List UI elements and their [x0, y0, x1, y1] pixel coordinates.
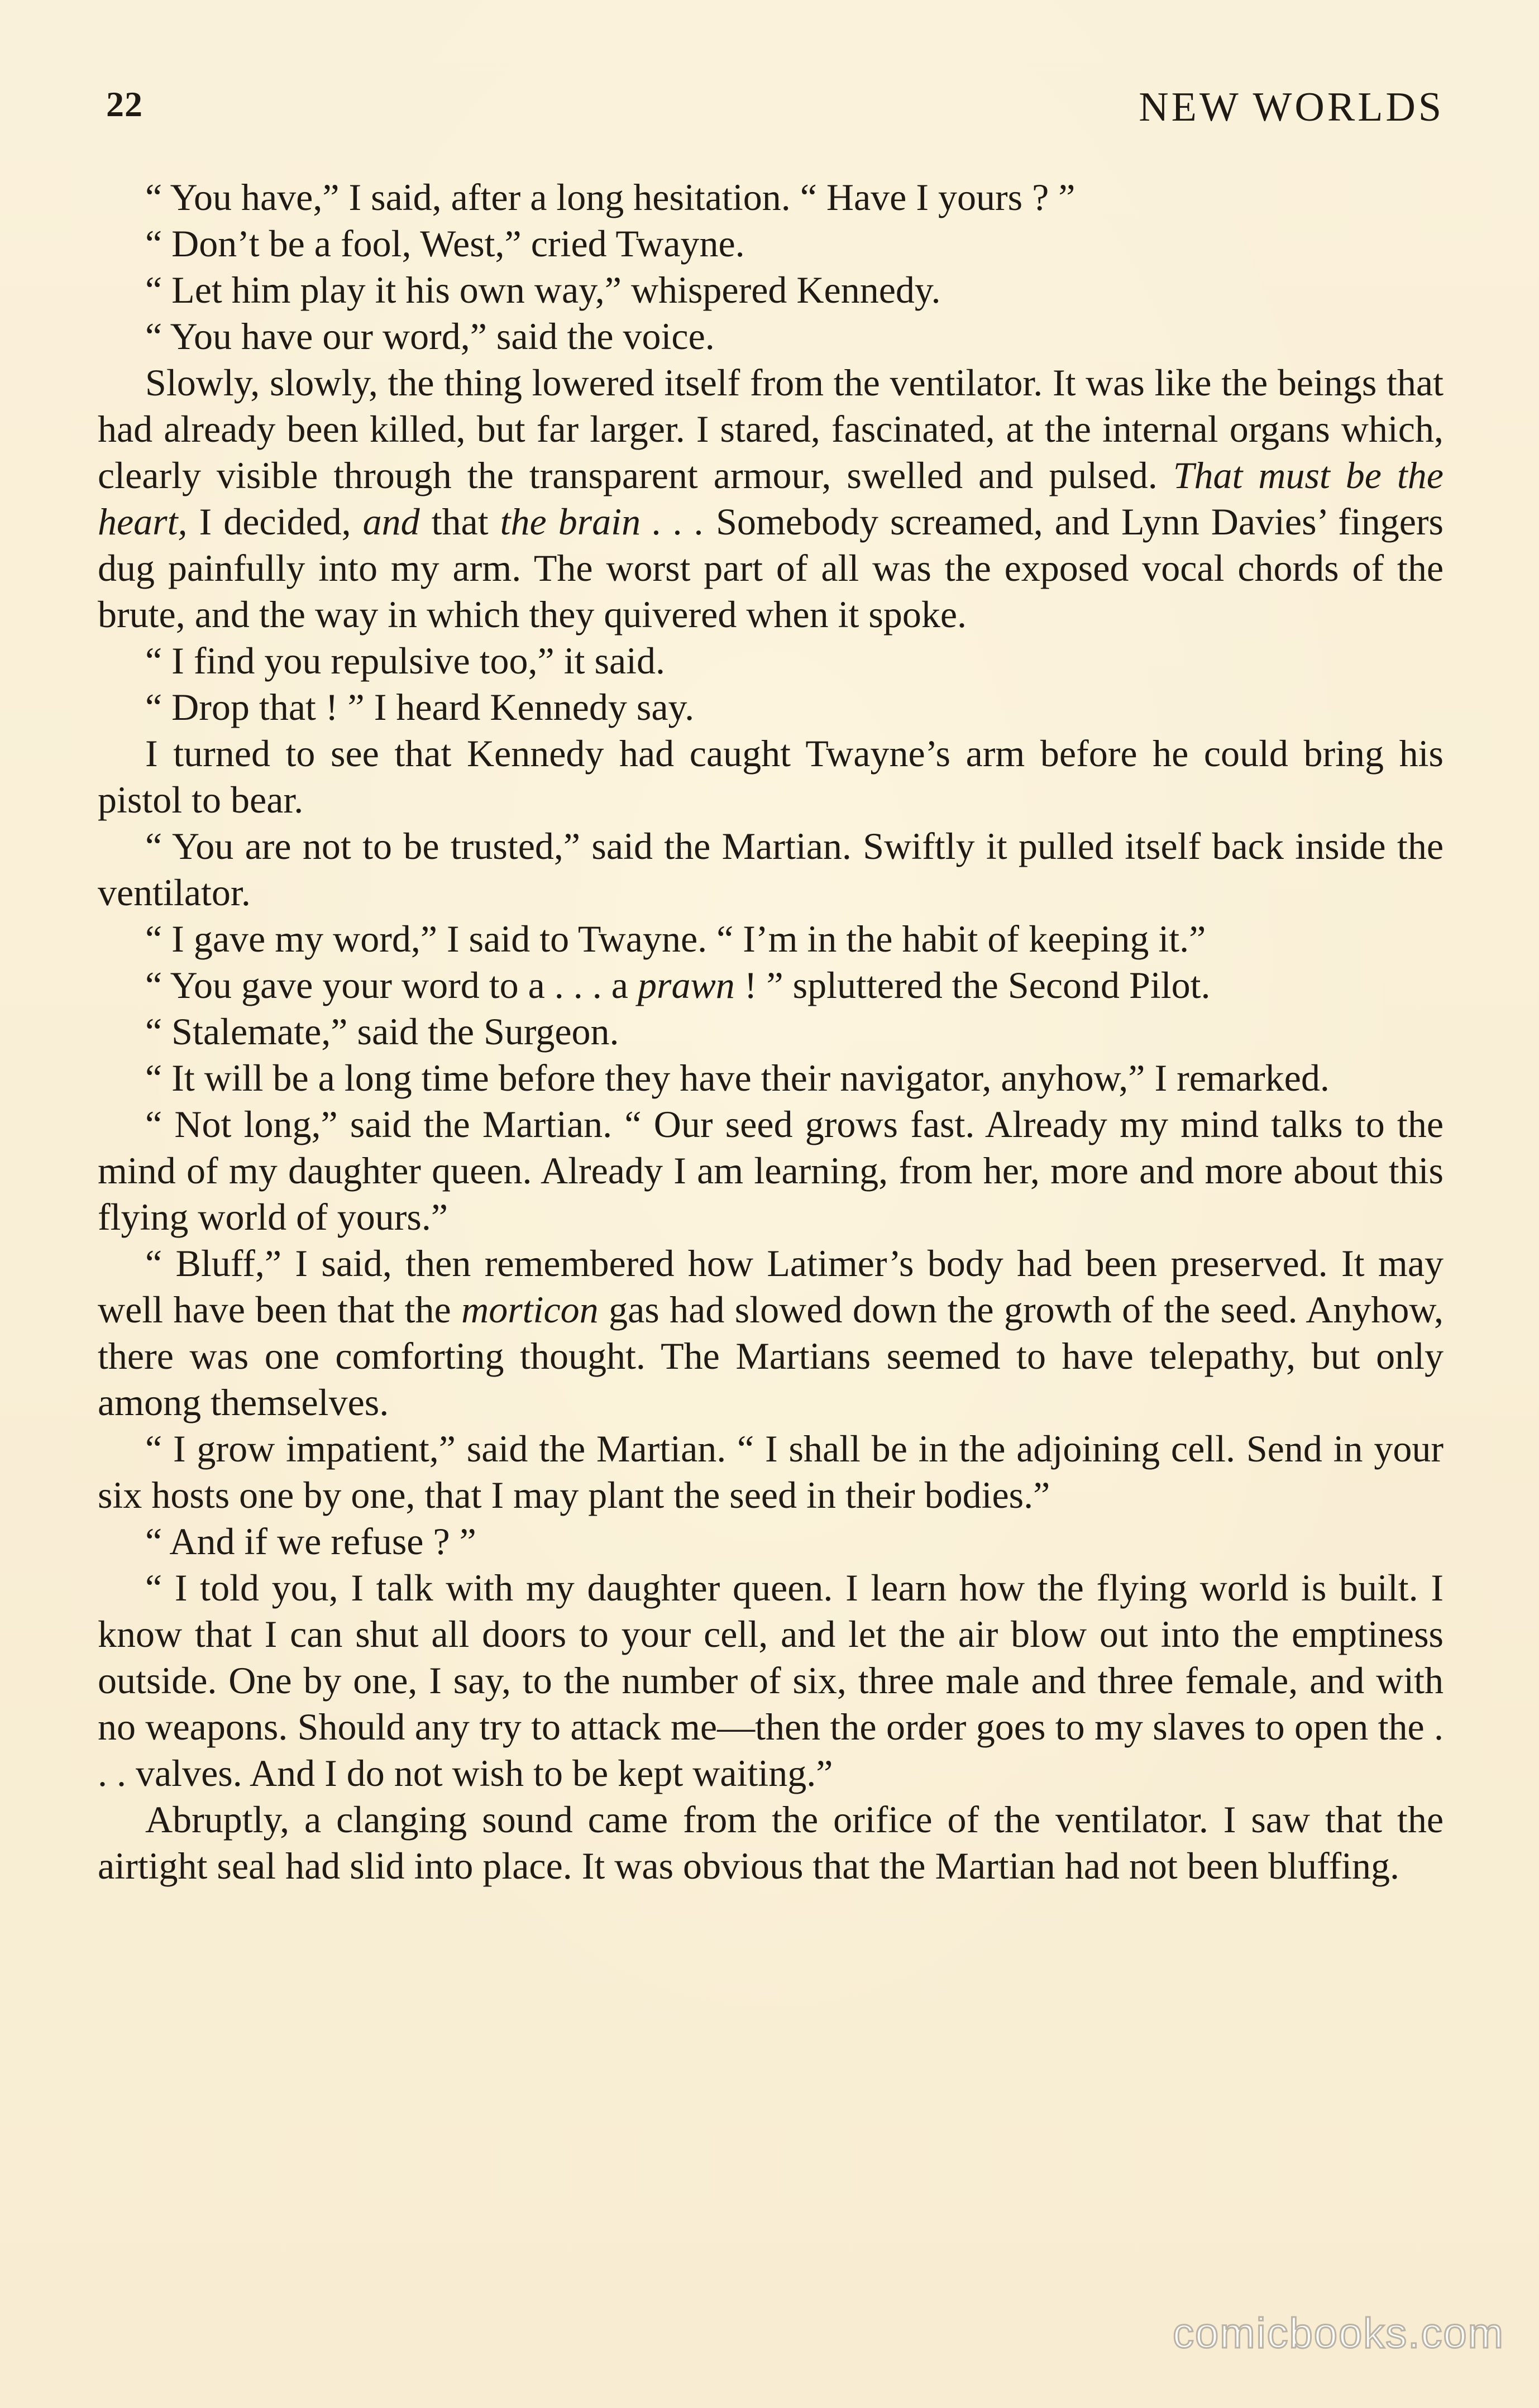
- paragraph: I turned to see that Kennedy had caught Twayne’s arm before he could bring his pistol to bear.: [98, 732, 1444, 821]
- paragraph: Slowly, slowly, the thing lowered itself from the ventilator. It was like the beings that had already been killed, but far larger. I stared, fascinated, at the internal organs which, clearly visible through the transparent armour, swelled and pulsed. That must be the heart, I decided, and that the brain . . . Somebody screamed, and Lynn Davies’ fingers dug painfully into my arm. The worst part of all was the exposed vocal chords of the brute, and the way in which they quivered when it spoke.: [98, 361, 1444, 636]
- page-number: 22: [106, 84, 143, 124]
- paragraph: “ I gave my word,” I said to Twayne. “ I’m in the habit of keeping it.”: [145, 918, 1206, 960]
- paragraph: “ I find you repulsive too,” it said.: [145, 639, 666, 682]
- paragraph: “ You have our word,” said the voice.: [145, 315, 715, 357]
- paragraph: “ You gave your word to a . . . a prawn ! ” spluttered the Second Pilot.: [145, 964, 1211, 1006]
- paragraph: “ You have,” I said, after a long hesitation. “ Have I yours ? ”: [145, 176, 1076, 218]
- running-title: NEW WORLDS: [1139, 84, 1444, 130]
- paragraph: “ It will be a long time before they have their navigator, anyhow,” I remarked.: [145, 1057, 1330, 1099]
- paragraph: “ Not long,” said the Martian. “ Our seed grows fast. Already my mind talks to the mind of my daughter queen. Already I am learning, from her, more and more about this flying world of yours.”: [98, 1103, 1444, 1238]
- paragraph: “ Bluff,” I said, then remembered how Latimer’s body had been preserved. It may well have been that the morticon gas had slowed down the growth of the seed. Anyhow, there was one comforting thought. The Martians seemed to have telepathy, but only among themselves.: [98, 1242, 1444, 1423]
- running-head: [106, 84, 1444, 134]
- paragraph: “ And if we refuse ? ”: [145, 1520, 476, 1563]
- paragraph: “ Drop that ! ” I heard Kennedy say.: [145, 686, 695, 728]
- paragraph: “ Don’t be a fool, West,” cried Twayne.: [145, 222, 745, 265]
- watermark: comicbooks.com: [1173, 2310, 1504, 2357]
- paragraph: “ I grow impatient,” said the Martian. “ I shall be in the adjoining cell. Send in your six hosts one by one, that I may plant the seed in their bodies.”: [98, 1427, 1444, 1516]
- paragraph: “ I told you, I talk with my daughter queen. I learn how the flying world is built. I know that I can shut all doors to your cell, and let the air blow out into the emptiness outside. One by one, I say, to the number of six, three male and three female, and with no weapons. Should any try to attack me—then the order goes to my slaves to open the . . . valves. And I do not wish to be kept waiting.”: [98, 1566, 1444, 1794]
- paragraph: “ Let him play it his own way,” whispered Kennedy.: [145, 269, 941, 311]
- paragraph: “ Stalemate,” said the Surgeon.: [145, 1010, 619, 1053]
- body-text: [98, 174, 1444, 1889]
- paragraph: “ You are not to be trusted,” said the Martian. Swiftly it pulled itself back inside the ventilator.: [98, 825, 1444, 914]
- paragraph: Abruptly, a clanging sound came from the orifice of the ventilator. I saw that the airtight seal had slid into place. It was obvious that the Martian had not been bluffing.: [98, 1798, 1444, 1887]
